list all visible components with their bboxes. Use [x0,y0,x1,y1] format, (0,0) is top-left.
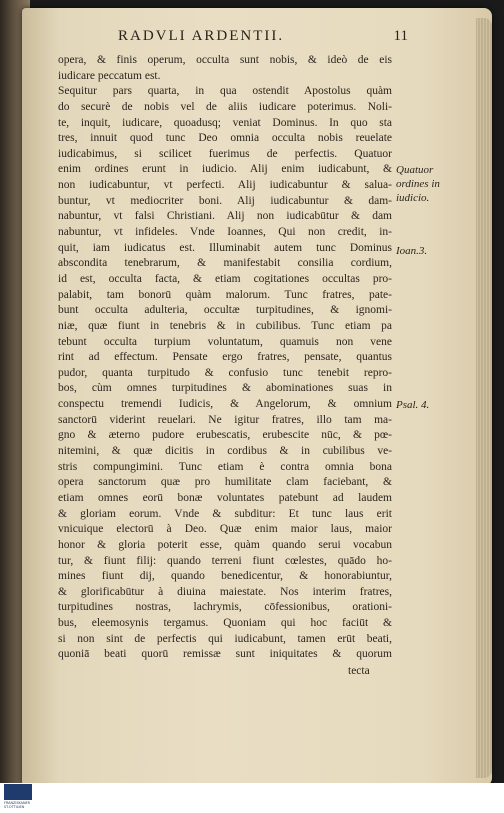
text-line: iudicabimus, si scilicet fuerimus de perfectis. Quatuor [58,147,392,160]
text-line: turpitudines nostras, lachrymis, cōfessionibus, orationi- [58,601,392,614]
text-line: te, inquit, iudicare, quoadusq; veniat Dominus. In quo sta [58,116,392,129]
page-edge-stack [476,18,492,778]
text-line: bus, eleemosynis tergamus. Quoniam qui hoc faciūt & [58,617,392,630]
text-line: bunt occulta adulteria, occultæ turpitudines, & ignomi- [58,304,392,317]
text-line: bos, cùm omnes turpitudines & abominationes suas in [58,382,392,395]
text-line: tur, & fiunt filij: quando terreni fiunt cœlestes, quādo ho- [58,554,392,567]
text-line: opera sanctorum quæ pro humilitate clam faciebant, & [58,476,392,489]
text-line: tebunt occulta turpium voluntatum, quamuis non vene [58,335,392,348]
text-line: rint ad effectum. Pensate ergo fratres, pensate, quantus [58,351,392,364]
text-line: do securè de nobis vel de aliis iudicare poterimus. Noli- [58,100,392,113]
text-line: & gloriam eorum. Vnde & subditur: Et tunc laus erit [58,507,392,520]
margin-note-ioan: Ioan.3. [396,245,428,257]
text-line: abscondita tenebrarum, & manifestabit consilia cordium, [58,257,392,270]
text-line: stris compungimini. Tunc etiam è contra omnia bona [58,460,392,473]
text-line: pudor, quanta turpitudo & confusio tunc tenebit repro- [58,366,392,379]
text-line: iudicare peccatum est. [58,69,161,82]
text-line: mines fiunt dij, quando benedicentur, & honorabiuntur, [58,570,392,583]
text-line: nitemini, & quæ dicitis in cordibus & in cubilibus ve- [58,445,392,458]
margin-note-quatuor: Quatuor ordines in iudicio. [396,164,440,204]
page-number: 11 [393,28,408,44]
text-line: opera, & finis operum, occulta sunt nobis, & ideò de eis [58,54,392,66]
text-line: si non sint de perfectis qui iudicabunt, tamen erūt beati, [58,632,392,645]
library-logo-text: FRANZISKANER ST.OTTILIEN [4,801,31,809]
text-line: non iudicabuntur, vt perfecti. Alij iudicabuntur & salua- [58,179,392,192]
running-title: RADVLI ARDENTII. [118,28,285,44]
text-line: Sequitur pars quarta, in qua ostendit Apostolus quàm [58,85,392,98]
catchword: tecta [348,665,370,677]
text-line: niæ, quæ fiunt in tenebris & in cubilibus. Tunc etiam pa [58,319,392,332]
text-line: etiam omnes eorū bonæ voluntates patebunt ad laudem [58,491,392,504]
text-line: conspectu tremendi Iudicis, & Angelorum, & omnium [58,398,392,411]
library-logo-mark [4,784,32,800]
text-line: palabit, tam bonorū quàm malorum. Tunc fratres, pate- [58,288,392,301]
body-text [58,53,392,663]
margin-note-psal: Psal. 4. [396,399,430,411]
library-logo [4,784,32,810]
text-line: nabuntur, vt infideles. Vnde Ioannes, Qui non credit, in- [58,226,392,239]
text-line: quoniā beati quorū remissæ sunt iniquitates & quorum [58,648,392,661]
text-line: vnicuique electorū à Deo. Quæ enim maior laus, maior [58,523,392,536]
text-line: quit, iam iudicatus est. Illuminabit autem tunc Dominus [58,241,392,254]
text-line: nabuntur, vt falsi Christiani. Alij non iudicabūtur & dam [58,210,392,223]
text-line: tres, innuit quod tunc Deo omnia occulta nobis reuelate [58,132,392,145]
text-line: gno & æterno pudore erubescatis, erubescite nūc, & pœ- [58,429,392,442]
footer-strip [0,783,504,813]
text-line: honor & gloria poterit esse, quàm quando serui vocabun [58,538,392,551]
text-line: id est, occulta facta, & etiam cogitationes occultas pro- [58,272,392,285]
text-line: & glorificabūtur à diuina maiestate. Nos interim fratres, [58,585,392,598]
text-line: enim ordines erunt in iudicio. Alij enim iudicabunt, & [58,163,392,176]
text-line: buntur, vt mediocriter boni. Alij iudicabuntur & dam- [58,194,392,207]
text-line: sanctorū viderint reuelari. Ne igitur fratres, illo tam ma- [58,413,392,426]
